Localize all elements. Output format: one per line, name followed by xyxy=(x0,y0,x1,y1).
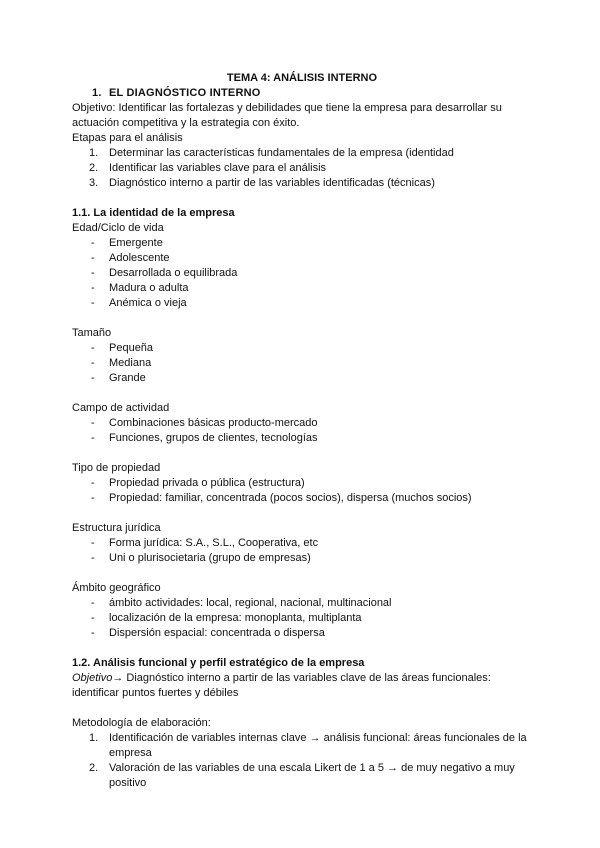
list-item: - Forma jurídica: S.A., S.L., Cooperativa, etc xyxy=(72,536,532,551)
group-list-propiedad xyxy=(72,476,532,506)
list-number: 2. xyxy=(89,162,99,174)
list-item: - Propiedad privada o pública (estructura) xyxy=(72,476,532,491)
list-item-text: Determinar las características fundamentales de la empresa (identidad xyxy=(109,147,454,159)
list-item: - Emergente xyxy=(72,236,532,251)
list-item-text: Identificar las variables clave para el análisis xyxy=(109,162,327,174)
group-label-propiedad: Tipo de propiedad xyxy=(72,462,161,474)
method-steps-list xyxy=(72,731,532,791)
list-item-text: Identificación de variables internas clave → análisis funcional: áreas funcionales de la empresa xyxy=(109,732,527,759)
list-item: - Funciones, grupos de clientes, tecnologías xyxy=(72,431,532,446)
group-list-ambito xyxy=(72,596,532,641)
section-identidad-title: 1.1. La identidad de la empresa xyxy=(72,207,235,219)
list-item xyxy=(72,161,532,176)
group-list-campo xyxy=(72,416,532,446)
stages-label: Etapas para el análisis xyxy=(72,132,183,144)
list-item: - Propiedad: familiar, concentrada (pocos socios), dispersa (muchos socios) xyxy=(72,491,532,506)
group-label-ambito: Ámbito geográfico xyxy=(72,582,161,594)
group-label-edad: Edad/Ciclo de vida xyxy=(72,222,164,234)
list-item xyxy=(72,146,532,161)
list-item: - Pequeña xyxy=(72,341,532,356)
stages-list xyxy=(72,146,532,191)
section-objective-paragraph xyxy=(72,671,532,701)
list-item: - Adolescente xyxy=(72,251,532,266)
list-item xyxy=(72,176,532,191)
group-list-edad xyxy=(72,236,532,311)
objective-text: → Diagnóstico interno a partir de las variables clave de las áreas funcionales: identificar puntos fuertes y débiles xyxy=(72,672,491,699)
list-item: - Madura o adulta xyxy=(72,281,532,296)
group-label-tamano: Tamaño xyxy=(72,327,112,339)
list-item-text: Diagnóstico interno a partir de las variables identificadas (técnicas) xyxy=(109,177,435,189)
section-analisis-funcional-title: 1.2. Análisis funcional y perfil estratégico de la empresa xyxy=(72,657,365,669)
heading-number: 1. xyxy=(92,87,102,99)
list-item: - Mediana xyxy=(72,356,532,371)
list-item: - Dispersión espacial: concentrada o dispersa xyxy=(72,626,532,641)
group-label-campo: Campo de actividad xyxy=(72,402,170,414)
list-item: - Uni o plurisocietaria (grupo de empresas) xyxy=(72,551,532,566)
objective-paragraph: Objetivo: Identificar las fortalezas y debilidades que tiene la empresa para desarrollar su actuación competitiva y la estrategia con éxito. xyxy=(72,102,502,129)
list-item: - Grande xyxy=(72,371,532,386)
document-content xyxy=(72,71,532,791)
list-item xyxy=(72,761,532,791)
group-label-estructura: Estructura jurídica xyxy=(72,522,161,534)
list-item: - ámbito actividades: local, regional, nacional, multinacional xyxy=(72,596,532,611)
method-label: Metodología de elaboración: xyxy=(72,717,211,729)
heading-text: EL DIAGNÓSTICO INTERNO xyxy=(109,87,261,99)
list-item: - Anémica o vieja xyxy=(72,296,532,311)
group-list-estructura xyxy=(72,536,532,566)
document-title: TEMA 4: ANÁLISIS INTERNO xyxy=(226,72,378,84)
list-item-text: Valoración de las variables de una escala Likert de 1 a 5 → de muy negativo a muy positivo xyxy=(109,762,515,789)
list-number: 3. xyxy=(89,177,99,189)
list-item: - Desarrollada o equilibrada xyxy=(72,266,532,281)
list-number: 1. xyxy=(89,732,99,744)
list-number: 1. xyxy=(89,147,99,159)
list-item xyxy=(72,731,532,761)
group-list-tamano xyxy=(72,341,532,386)
list-item: - localización de la empresa: monoplanta, multiplanta xyxy=(72,611,532,626)
objective-label: Objetivo xyxy=(72,672,113,684)
list-item: - Combinaciones básicas producto-mercado xyxy=(72,416,532,431)
list-number: 2. xyxy=(89,762,99,774)
heading-diagnostico-interno xyxy=(92,86,532,101)
